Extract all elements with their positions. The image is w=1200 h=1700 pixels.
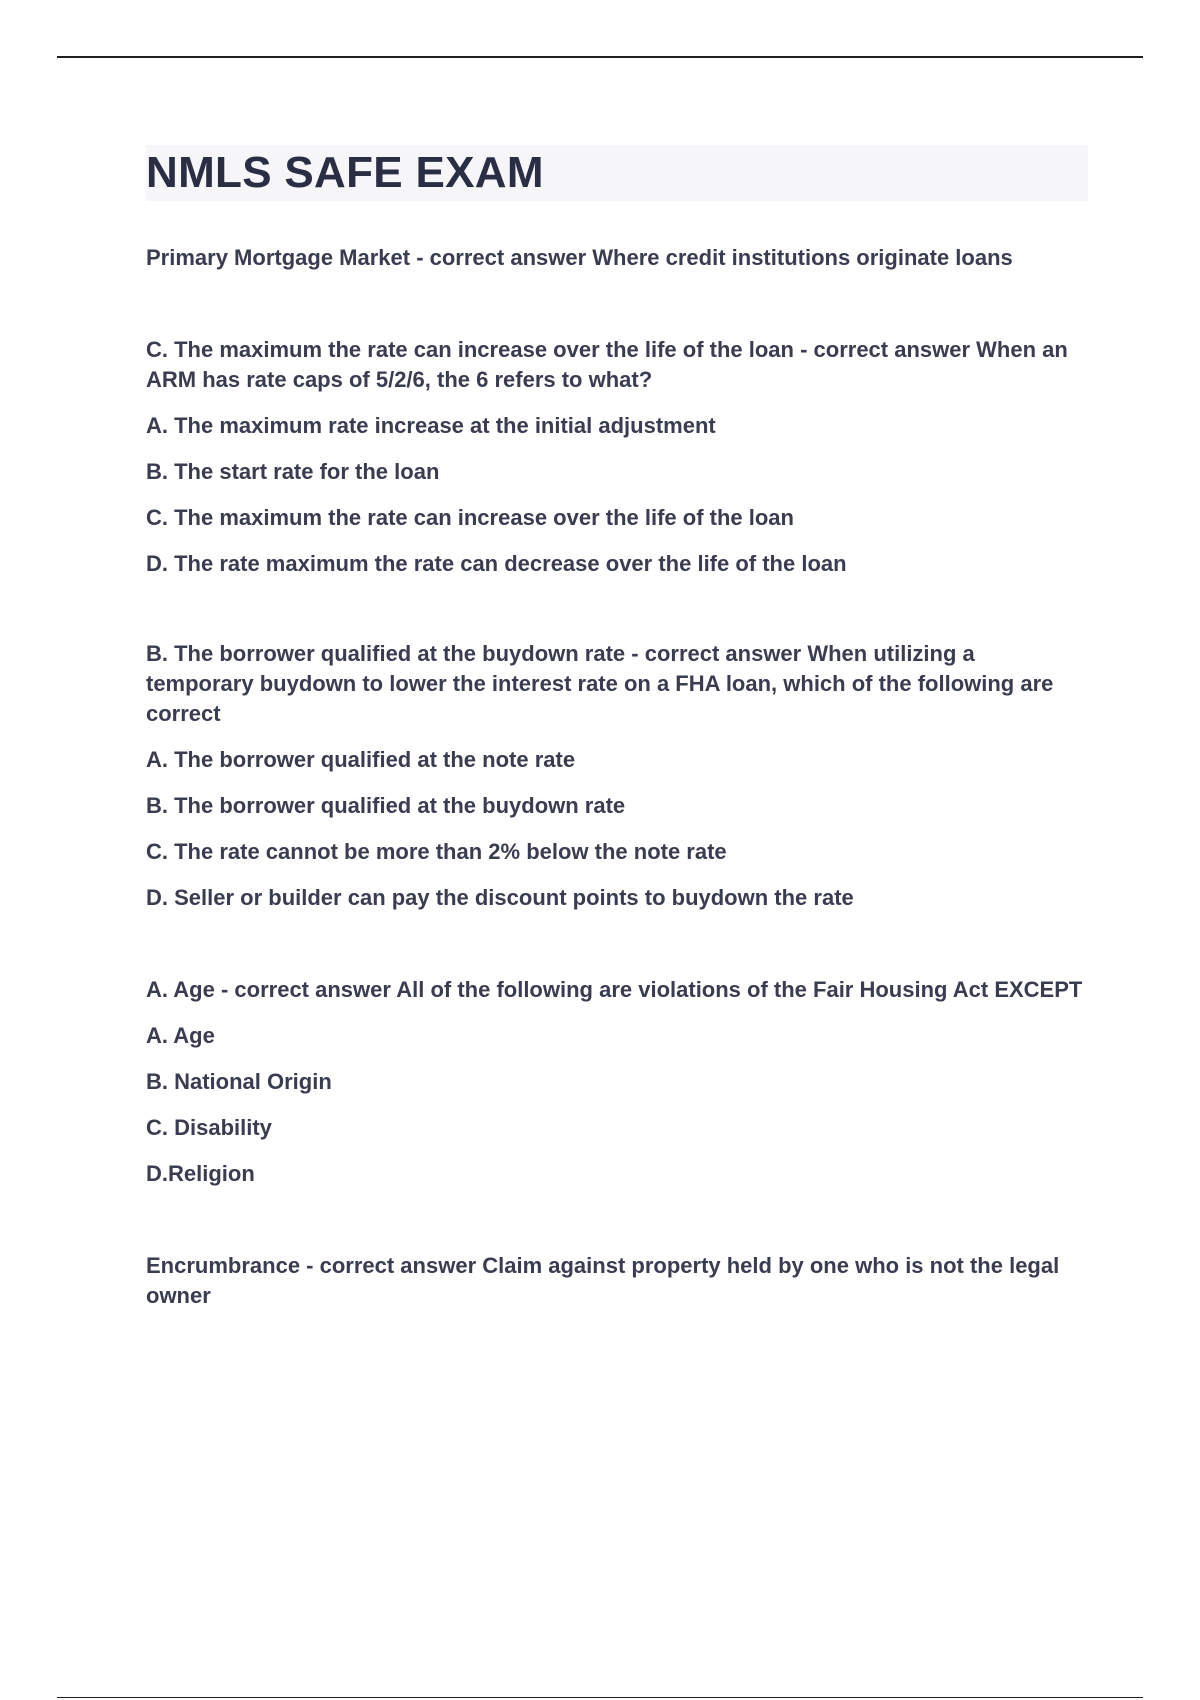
top-rule [57,56,1143,58]
flashcard-text: Encrumbrance - correct answer Claim against property held by one who is not the legal owner [146,1253,1060,1308]
flashcard-3 [146,639,1088,913]
answer-option-b: B. The borrower qualified at the buydown rate [146,793,626,818]
answer-option-a: A. The borrower qualified at the note rate [146,747,576,772]
flashcard-text: B. The borrower qualified at the buydown rate - correct answer When utilizing a temporary buydown to lower the interest rate on a FHA loan, which of the following are correct [146,641,1054,726]
document-title: NMLS SAFE EXAM [146,148,544,197]
answer-option-c: C. The maximum the rate can increase over the life of the loan [146,505,794,530]
flashcard-1 [146,243,1088,273]
answer-option-b: B. The start rate for the loan [146,459,440,484]
answer-option-a: A. The maximum rate increase at the initial adjustment [146,413,716,438]
answer-option-c: C. The rate cannot be more than 2% below the note rate [146,839,727,864]
flashcard-text: A. Age - correct answer All of the following are violations of the Fair Housing Act EXCEPT [146,977,1083,1002]
flashcard-text: C. The maximum the rate can increase over the life of the loan - correct answer When an ARM has rate caps of 5/2/6, the 6 refers to what? [146,337,1068,392]
answer-option-d: D. The rate maximum the rate can decrease over the life of the loan [146,551,847,576]
answer-option-c: C. Disability [146,1115,272,1140]
document-body [146,145,1088,1311]
bottom-rule [57,1697,1143,1698]
flashcard-5 [146,1251,1088,1311]
answer-option-a: A. Age [146,1023,215,1048]
flashcard-2 [146,335,1088,579]
flashcard-text: Primary Mortgage Market - correct answer Where credit institutions originate loans [146,245,1013,270]
answer-option-d: D.Religion [146,1161,255,1186]
answer-option-b: B. National Origin [146,1069,332,1094]
title-bar [146,145,1088,201]
answer-option-d: D. Seller or builder can pay the discount points to buydown the rate [146,885,854,910]
flashcard-4 [146,975,1088,1189]
